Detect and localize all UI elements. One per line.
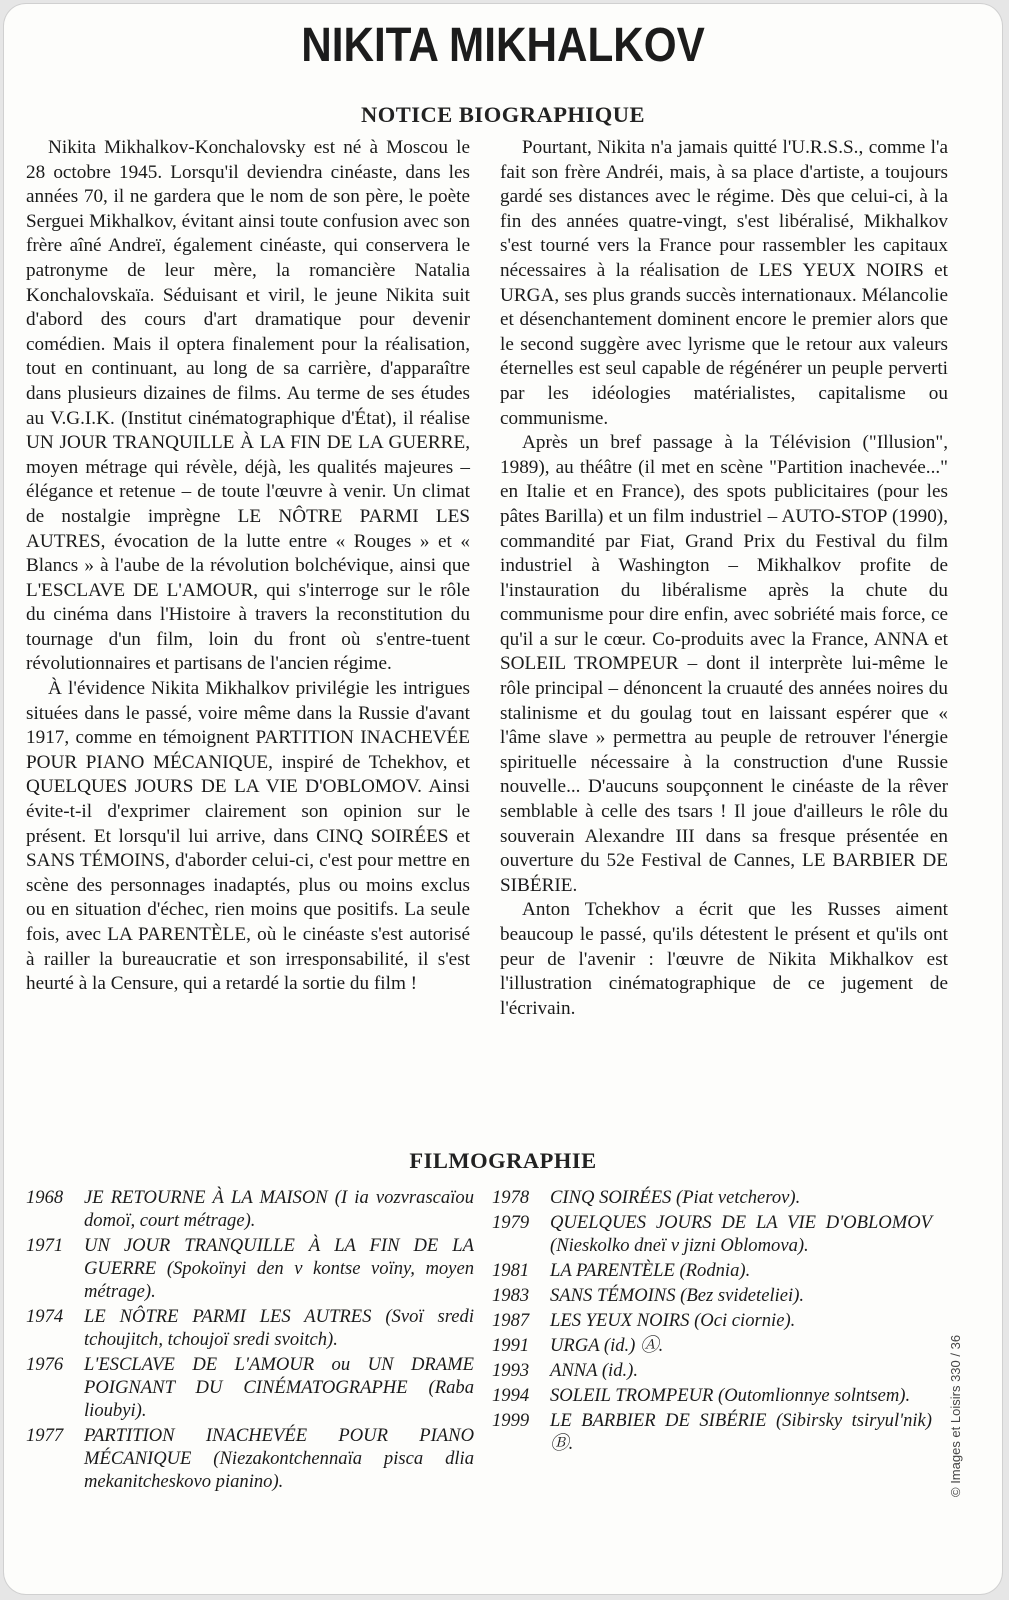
filmography-column-right xyxy=(492,1186,932,1457)
film-title: LES YEUX NOIRS (Oci ciornie). xyxy=(550,1310,796,1331)
film-title: SANS TÉMOINS (Bez svideteliei). xyxy=(550,1285,805,1306)
biography-column-left xyxy=(26,136,470,997)
film-title: URGA (id.) Ⓐ. xyxy=(550,1335,664,1356)
film-entry xyxy=(492,1309,932,1332)
film-year: 1987 xyxy=(492,1310,530,1331)
film-year: 1993 xyxy=(492,1360,530,1381)
film-entry xyxy=(26,1353,474,1422)
film-year: 1999 xyxy=(492,1410,530,1431)
film-title: L'ESCLAVE DE L'AMOUR ou UN DRAME POIGNANT DU CINÉMATOGRAPHE (Raba lioubyi). xyxy=(84,1354,474,1421)
film-entry xyxy=(492,1334,932,1357)
film-entry xyxy=(26,1186,474,1232)
film-title: UN JOUR TRANQUILLE À LA FIN DE LA GUERRE (Spokoïnyi den v kontse voïny, moyen métrage). xyxy=(84,1235,474,1302)
film-year: 1978 xyxy=(492,1187,530,1208)
biography-heading: NOTICE BIOGRAPHIQUE xyxy=(361,102,645,127)
film-year: 1979 xyxy=(492,1212,530,1233)
film-title: PARTITION INACHEVÉE POUR PIANO MÉCANIQUE (Niezakontchennaïa pisca dlia mekanitcheskovo pianino). xyxy=(84,1425,474,1492)
film-title: LE NÔTRE PARMI LES AUTRES (Svoï sredi tchoujitch, tchoujoï sredi svoitch). xyxy=(84,1306,474,1350)
bio-paragraph: Pourtant, Nikita n'a jamais quitté l'U.R.S.S., comme l'a fait son frère Andréi, mais, à sa place d'artiste, a toujours gardé ses distances avec le régime. Dès que celui-ci, à la fin des années quatre-vingt, s'est libéralisé, Mikhalkov s'est tourné vers la France pour rassembler les capitaux nécessaires à la réalisation de LES YEUX NOIRS et URGA, ses plus grands succès internationaux. Mélancolie et désenchantement dominent encore le premier alors que le second suggère avec lyrisme que le retour aux valeurs éternelles est seul capable de régénérer un peuple perverti par les idéologies matérialistes, capitalisme ou communisme. xyxy=(500,137,948,429)
bio-paragraph: Anton Tchekhov a écrit que les Russes aiment beaucoup le passé, qu'ils détestent le présent et qu'ils ont peur de l'avenir : l'œuvre de Nikita Mikhalkov est l'illustration cinématographique de ce jugement de l'écrivain. xyxy=(500,899,948,1019)
film-year: 1971 xyxy=(26,1235,64,1256)
film-title: LE BARBIER DE SIBÉRIE (Sibirsky tsiryul'nik) Ⓑ. xyxy=(550,1410,932,1454)
film-title: JE RETOURNE À LA MAISON (I ia vozvrascaïou domoï, court métrage). xyxy=(84,1187,474,1231)
biography-column-right xyxy=(500,136,948,1021)
filmography-heading: FILMOGRAPHIE xyxy=(409,1148,597,1173)
bio-paragraph: À l'évidence Nikita Mikhalkov privilégie les intrigues situées dans le passé, voire même dans la Russie d'avant 1917, comme en témoignent PARTITION INACHEVÉE POUR PIANO MÉCANIQUE, inspiré de Tchekhov, et QUELQUES JOURS DE LA VIE D'OBLOMOV. Ainsi évite-t-il d'exprimer clairement son opinion sur le présent. Et lorsqu'il lui arrive, dans CINQ SOIRÉES et SANS TÉMOINS, d'aborder celui-ci, c'est pour mettre en scène des personnages inadaptés, plus ou moins exclus ou en situation d'échec, rien moins que positifs. La seule fois, avec LA PARENTÈLE, où le cinéaste s'est autorisé à railler la bureaucratie et son irresponsabilité, il s'est heurté à la Censure, qui a retardé la sortie du film ! xyxy=(26,678,470,995)
page-title: NIKITA MIKHALKOV xyxy=(301,19,705,72)
film-entry xyxy=(26,1305,474,1351)
film-entry xyxy=(492,1211,932,1257)
film-title: QUELQUES JOURS DE LA VIE D'OBLOMOV (Nieskolko dneï v jizni Oblomova). xyxy=(550,1212,932,1256)
film-title: LA PARENTÈLE (Rodnia). xyxy=(550,1260,751,1281)
film-entry xyxy=(492,1384,932,1407)
film-entry xyxy=(492,1186,932,1209)
film-year: 1976 xyxy=(26,1354,64,1375)
film-entry xyxy=(26,1234,474,1303)
film-year: 1994 xyxy=(492,1385,530,1406)
biography-card: NIKITA MIKHALKOV NOTICE BIOGRAPHIQUE Nikita Mikhalkov-Konchalovsky est né à Moscou le 28 octobre 1945. Lorsqu'il deviendra cinéaste, dans les années 70, il ne gardera que le nom de son père, le poète Serguei Mikhalkov, évitant ainsi toute confusion avec son frère aîné Andreï, également cinéaste, qui conservera le patronyme de leur mère, la romancière Natalia Konchalovskaïa. Séduisant et viril, le jeune Nikita suit d'abord des cours d'art dramatique pour devenir comédien. Mais il optera finalement pour la réalisation, tout en continuant, au long de sa carrière, d'apparaître dans plusieurs dizaines de films. Au terme de ses études au V.G.I.K. (Institut cinématographique d'État), il réalise UN JOUR TRANQUILLE À LA FIN DE LA GUERRE, moyen métrage qui révèle, déjà, les qualités majeures – élégance et retenue – de toute l'œuvre à venir. Un climat de nostalgie imprègne LE NÔTRE PARMI LES AUTRES, évocation de la lutte entre « Rouges » et « Blancs » à l'aube de la révolution bolchévique, ainsi que L'ESCLAVE DE L'AMOUR, qui s'interroge sur le rôle du cinéma dans l'Histoire à travers la reconstitution du tournage d'un film, loin du front où s'entre-tuent révolutionnaires et partisans de l'ancien régime. À l'évidence Nikita Mikhalkov privilégie les intrigues situées dans le passé, voire même dans la Russie d'avant 1917, comme en témoignent PARTITION INACHEVÉE POUR PIANO MÉCANIQUE, inspiré de Tchekhov, et QUELQUES JOURS DE LA VIE D'OBLOMOV. Ainsi évite-t-il d'exprimer clairement son opinion sur le présent. Et lorsqu'il lui arrive, dans CINQ SOIRÉES et SANS TÉMOINS, d'aborder celui-ci, c'est pour mettre en scène des personnages inadaptés, plus ou moins exclus ou en situation d'échec, rien moins que positifs. La seule fois, avec LA PARENTÈLE, où le cinéaste s'est autorisé à railler la bureaucratie et son irresponsabilité, il s'est heurté à la Censure, qui a retardé la sortie du film ! Pourtant, Nikita n'a jamais quitté l'U.R.S.S., comme l'a fait son frère Andréi, mais, à sa place d'artiste, a toujours gardé ses distances avec le régime. Dès que celui-ci, à la fin des années quatre-vingt, s'est libéralisé, Mikhalkov s'est tourné vers la France pour rassembler les capitaux nécessaires à la réalisation de LES YEUX NOIRS et URGA, ses plus grands succès internationaux. Mélancolie et désenchantement dominent encore le premier alors que le second suggère avec lyrisme que le retour aux valeurs éternelles est seul capable de régénérer un peuple perverti par les idéologies matérialistes, capitalisme ou communisme. Après un bref passage à la Télévision ("Illusion", 1989), au théâtre (il met en scène "Partition inachevée..." en Italie et en France), des spots publicitaires (pour les pâtes Barilla) et un film industriel – AUTO-STOP (1990), commandité par Fiat, Grand Prix du Festival du film industriel à Washington – Mikhalkov profite de l'instauration du libéralisme après la chute du communisme pour dire enfin, avec sobriété mais force, ce qu'il a sur le cœur. Co-produits avec la France, ANNA et SOLEIL TROMPEUR – dont il interprète lui-même le rôle principal – dénoncent la cruauté des années noires du stalinisme et du goulag tout en laissant espérer que « l'âme slave » permettra au peuple de retrouver l'énergie spirituelle nécessaire à la construction d'une Russie nouvelle... D'aucuns soupçonnent le cinéaste de la rêver semblable à celle des tsars ! Il joue d'ailleurs le rôle du souverain Alexandre III dans sa fresque présentée en ouverture du 52e Festival de Cannes, LE BARBIER DE SIBÉRIE. Anton Tchekhov a écrit que les Russes aiment beaucoup le passé, qu'ils détestent le présent et qu'ils ont peur de l'avenir : l'œuvre de Nikita Mikhalkov est l'illustration cinématographique de ce jugement de l'écrivain. FILMOGRAPHIE 1968 JE RETOURNE À LA MAISON (I ia vozvrascaïou domoï, court métrage). 1971 UN JOUR TRANQUILLE À LA FIN DE LA GUERRE (Spokoïnyi den v kontse voïny, moyen métrage). 1974 LE NÔTRE PARMI LES AUTRES (Svoï sredi tchoujitch, tchoujoï sredi svoitch). 1976 L'ESCLAVE DE L'AMOUR ou UN DRAME POIGNANT DU CINÉMATOGRAPHE (Raba lioubyi). 1977 PARTITION INACHEVÉE POUR PIANO MÉCANIQUE (Niezakontchennaïa pisca dlia mekanitcheskovo pianino). 1978 CINQ SOIRÉES (Piat vetcherov). 1979 QUELQUES JOURS DE LA VIE D'OBLOMOV (Nieskolko dneï v jizni Oblomova). 1981 LA PARENTÈLE (Rodnia). 1983 SANS TÉMOINS (Bez svideteliei). 1987 LES YEUX NOIRS (Oci ciornie). 1991 URGA (id.) Ⓐ. 1993 ANNA (id.). 1994 SOLEIL TROMPEUR (Outomlionnye solntsem). 1999 LE BARBIER DE SIBÉRIE (Sibirsky tsiryul'nik) Ⓑ. © Images et Loisirs 330 / 36 xyxy=(4,4,1002,1594)
film-title: SOLEIL TROMPEUR (Outomlionnye solntsem). xyxy=(550,1385,911,1406)
bio-paragraph: Nikita Mikhalkov-Konchalovsky est né à Moscou le 28 octobre 1945. Lorsqu'il deviendra cinéaste, dans les années 70, il ne gardera que le nom de son père, le poète Serguei Mikhalkov, évitant ainsi toute confusion avec son frère aîné Andreï, également cinéaste, qui conservera le patronyme de leur mère, la romancière Natalia Konchalovskaïa. Séduisant et viril, le jeune Nikita suit d'abord des cours d'art dramatique pour devenir comédien. Mais il optera finalement pour la réalisation, tout en continuant, au long de sa carrière, d'apparaître dans plusieurs dizaines de films. Au terme de ses études au V.G.I.K. (Institut cinématographique d'État), il réalise UN JOUR TRANQUILLE À LA FIN DE LA GUERRE, moyen métrage qui révèle, déjà, les qualités majeures – élégance et retenue – de toute l'œuvre à venir. Un climat de nostalgie imprègne LE NÔTRE PARMI LES AUTRES, évocation de la lutte entre « Rouges » et « Blancs » à l'aube de la révolution bolchévique, ainsi que L'ESCLAVE DE L'AMOUR, qui s'interroge sur le rôle du cinéma dans l'Histoire à travers la reconstitution du tournage d'un film, loin du front où s'entre-tuent révolutionnaires et partisans de l'ancien régime. xyxy=(26,137,470,675)
film-year: 1968 xyxy=(26,1187,64,1208)
film-title: ANNA (id.). xyxy=(550,1360,638,1381)
film-entry xyxy=(492,1409,932,1455)
film-entry xyxy=(492,1359,932,1382)
film-year: 1991 xyxy=(492,1335,530,1356)
bio-paragraph: Après un bref passage à la Télévision ("Illusion", 1989), au théâtre (il met en scène "Partition inachevée..." en Italie et en France), des spots publicitaires (pour les pâtes Barilla) et un film industriel – AUTO-STOP (1990), commandité par Fiat, Grand Prix du Festival du film industriel à Washington – Mikhalkov profite de l'instauration du libéralisme après la chute du communisme pour dire enfin, avec sobriété mais force, ce qu'il a sur le cœur. Co-produits avec la France, ANNA et SOLEIL TROMPEUR – dont il interprète lui-même le rôle principal – dénoncent la cruauté des années noires du stalinisme et du goulag tout en laissant espérer que « l'âme slave » permettra au peuple de retrouver l'énergie spirituelle nécessaire à la construction d'une Russie nouvelle... D'aucuns soupçonnent le cinéaste de la rêver semblable à celle des tsars ! Il joue d'ailleurs le rôle du souverain Alexandre III dans sa fresque présentée en ouverture du 52e Festival de Cannes, LE BARBIER DE SIBÉRIE. xyxy=(500,432,948,896)
film-entry xyxy=(492,1284,932,1307)
film-entry xyxy=(492,1259,932,1282)
filmography-column-left xyxy=(26,1186,474,1495)
film-year: 1981 xyxy=(492,1260,530,1281)
film-title: CINQ SOIRÉES (Piat vetcherov). xyxy=(550,1187,801,1208)
film-year: 1977 xyxy=(26,1425,64,1446)
film-entry xyxy=(26,1424,474,1493)
film-year: 1974 xyxy=(26,1306,64,1327)
film-year: 1983 xyxy=(492,1285,530,1306)
